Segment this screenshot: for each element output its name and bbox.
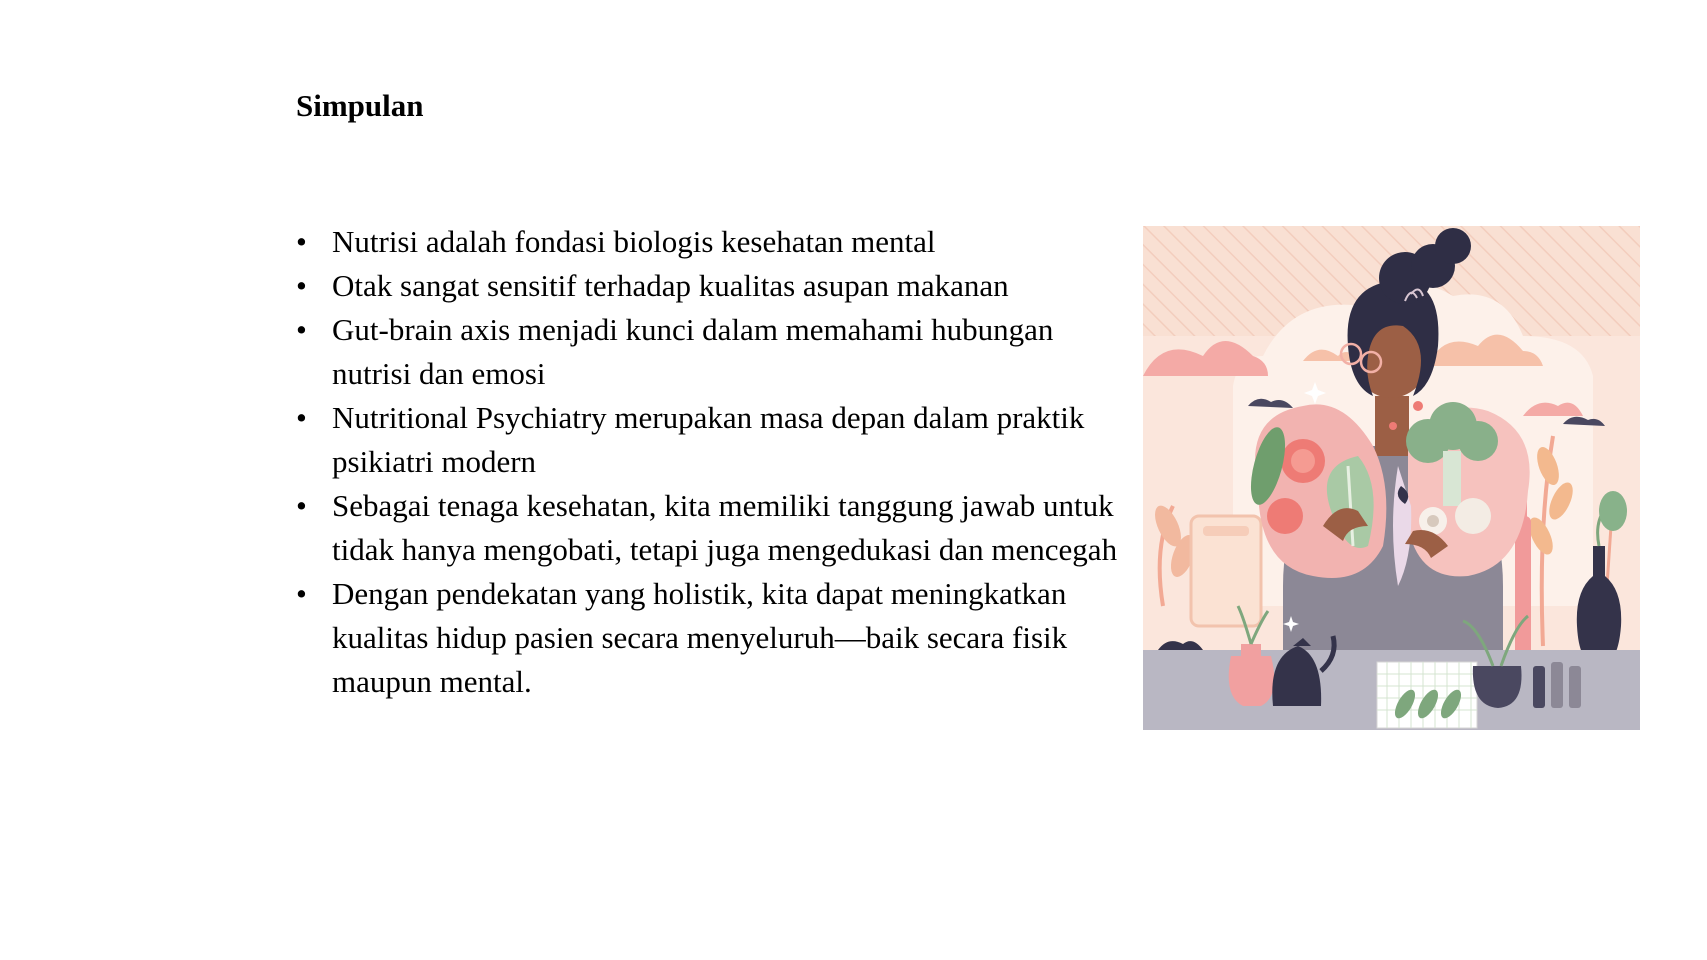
woman-holding-healthy-food-icon [1143,226,1640,730]
bullet-text: Sebagai tenaga kesehatan, kita memiliki tanggung jawab untuk tidak hanya mengobati, tetapi juga mengedukasi dan mencegah [332,488,1118,567]
list-item [296,264,1136,308]
bullet-list [296,220,1136,704]
bullet-text: Gut-brain axis menjadi kunci dalam memahami hubungan nutrisi dan emosi [332,312,1054,391]
bullet-icon: • [296,576,307,611]
bullet-icon: • [296,488,307,523]
slide-title: Simpulan [296,88,424,123]
list-item [296,572,1136,704]
bullet-icon: • [296,400,307,435]
bullet-text: Dengan pendekatan yang holistik, kita dapat meningkatkan kualitas hidup pasien secara menyeluruh—baik secara fisik maupun mental. [332,576,1068,699]
bullet-icon: • [296,312,307,347]
nutrition-illustration [1143,226,1640,730]
bullet-text: Otak sangat sensitif terhadap kualitas asupan makanan [332,268,1009,303]
list-item [296,308,1136,396]
bullet-icon: • [296,224,307,259]
list-item [296,484,1136,572]
bullet-text: Nutritional Psychiatry merupakan masa depan dalam praktik psikiatri modern [332,400,1085,479]
bullet-icon: • [296,268,307,303]
list-item [296,396,1136,484]
list-item [296,220,1136,264]
bullet-text: Nutrisi adalah fondasi biologis kesehatan mental [332,224,936,259]
